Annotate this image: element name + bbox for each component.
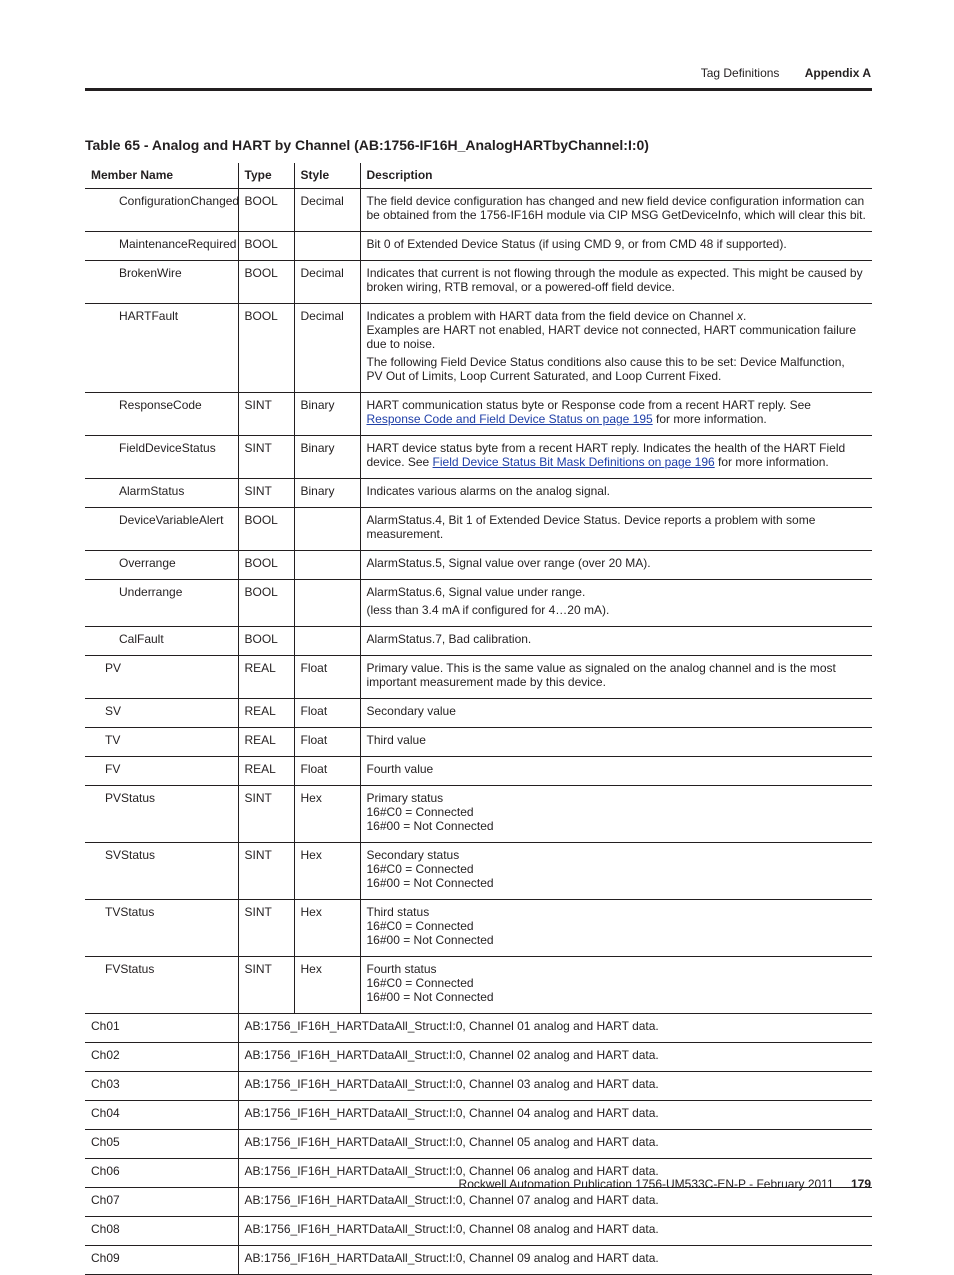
channel-description: AB:1756_IF16H_HARTDataAll_Struct:I:0, Channel 06 analog and HART data.	[238, 1159, 872, 1188]
member-name: ConfigurationChanged	[85, 189, 238, 232]
column-header-style: Style	[294, 163, 360, 189]
member-type: SINT	[238, 957, 294, 1014]
member-name: MaintenanceRequired	[85, 232, 238, 261]
member-type: BOOL	[238, 551, 294, 580]
description-text: (less than 3.4 mA if configured for 4…20 mA).	[366, 603, 610, 617]
member-type: BOOL	[238, 261, 294, 304]
member-description: Fourth value	[360, 757, 872, 786]
member-style: Binary	[294, 436, 360, 479]
channel-row	[85, 1014, 872, 1043]
member-description	[360, 436, 872, 479]
channel-row	[85, 1246, 872, 1275]
column-header-description: Description	[360, 163, 872, 189]
description-text: AlarmStatus.6, Signal value under range.	[366, 585, 586, 599]
column-header-type: Type	[238, 163, 294, 189]
member-type: REAL	[238, 656, 294, 699]
member-name: FieldDeviceStatus	[85, 436, 238, 479]
table-row	[85, 479, 872, 508]
description-text: The following Field Device Status conditions also cause this to be set: Device Malfunction, PV Out of Limits, Loop Current Saturated, and Loop Current Fixed.	[366, 355, 845, 383]
member-style: Hex	[294, 900, 360, 957]
response-code-link[interactable]: Response Code and Field Device Status on page 195	[366, 412, 653, 426]
member-name: SVStatus	[85, 843, 238, 900]
table-row	[85, 957, 872, 1014]
member-style	[294, 508, 360, 551]
channel-description: AB:1756_IF16H_HARTDataAll_Struct:I:0, Channel 05 analog and HART data.	[238, 1130, 872, 1159]
member-style: Binary	[294, 393, 360, 436]
channel-name: Ch07	[85, 1188, 238, 1217]
member-name: Overrange	[85, 551, 238, 580]
member-description: AlarmStatus.5, Signal value over range (over 20 MA).	[360, 551, 872, 580]
channel-name: Ch04	[85, 1101, 238, 1130]
channel-description: AB:1756_IF16H_HARTDataAll_Struct:I:0, Channel 08 analog and HART data.	[238, 1217, 872, 1246]
channel-name: Ch09	[85, 1246, 238, 1275]
member-description: Secondary value	[360, 699, 872, 728]
member-description: The field device configuration has changed and new field device configuration information can be obtained from the 1756-IF16H module via CIP MSG GetDeviceInfo, which will clear this bit.	[360, 189, 872, 232]
table-row	[85, 843, 872, 900]
channel-row	[85, 1072, 872, 1101]
member-type: REAL	[238, 757, 294, 786]
table-row	[85, 304, 872, 393]
member-name: DeviceVariableAlert	[85, 508, 238, 551]
channel-description: AB:1756_IF16H_HARTDataAll_Struct:I:0, Channel 02 analog and HART data.	[238, 1043, 872, 1072]
appendix-label: Appendix A	[804, 66, 871, 80]
publication-info: Rockwell Automation Publication 1756-UM533C-EN-P - February 2011	[458, 1177, 834, 1191]
description-text: for more information.	[714, 455, 829, 469]
table-title: Table 65 - Analog and HART by Channel (AB:1756-IF16H_AnalogHARTbyChannel:I:0)	[85, 137, 649, 153]
member-description: Fourth status 16#C0 = Connected 16#00 = Not Connected	[360, 957, 872, 1014]
bit-mask-definitions-link[interactable]: Field Device Status Bit Mask Definitions on page 196	[432, 455, 715, 469]
member-type: REAL	[238, 728, 294, 757]
member-type: BOOL	[238, 508, 294, 551]
page-footer	[459, 1177, 871, 1191]
member-type: BOOL	[238, 232, 294, 261]
channel-name: Ch05	[85, 1130, 238, 1159]
section-name: Tag Definitions	[700, 66, 780, 80]
member-name: TV	[85, 728, 238, 757]
member-type: SINT	[238, 900, 294, 957]
member-style: Decimal	[294, 189, 360, 232]
member-name: FV	[85, 757, 238, 786]
member-name: Underrange	[85, 580, 238, 627]
table-row	[85, 551, 872, 580]
member-description: Secondary status 16#C0 = Connected 16#00 = Not Connected	[360, 843, 872, 900]
member-name: HARTFault	[85, 304, 238, 393]
channel-row	[85, 1217, 872, 1246]
member-style: Float	[294, 699, 360, 728]
member-name: ResponseCode	[85, 393, 238, 436]
channel-row	[85, 1188, 872, 1217]
member-name: TVStatus	[85, 900, 238, 957]
member-type: BOOL	[238, 304, 294, 393]
member-name: AlarmStatus	[85, 479, 238, 508]
table-row	[85, 900, 872, 957]
channel-row	[85, 1130, 872, 1159]
member-description: AlarmStatus.7, Bad calibration.	[360, 627, 872, 656]
member-description: Indicates that current is not flowing through the module as expected. This might be caused by broken wiring, RTB removal, or a powered-off field device.	[360, 261, 872, 304]
member-name: PV	[85, 656, 238, 699]
channel-name: Ch08	[85, 1217, 238, 1246]
tag-table	[85, 163, 872, 1275]
member-type: BOOL	[238, 627, 294, 656]
header-rule	[85, 88, 872, 91]
channel-description: AB:1756_IF16H_HARTDataAll_Struct:I:0, Channel 07 analog and HART data.	[238, 1188, 872, 1217]
member-description	[360, 580, 872, 627]
member-name: CalFault	[85, 627, 238, 656]
description-text: . Examples are HART not enabled, HART device not connected, HART communication failure due to noise.	[366, 309, 857, 351]
member-style	[294, 551, 360, 580]
member-description	[360, 304, 872, 393]
table-row	[85, 656, 872, 699]
member-style: Hex	[294, 843, 360, 900]
channel-row	[85, 1101, 872, 1130]
member-name: BrokenWire	[85, 261, 238, 304]
table-row	[85, 728, 872, 757]
member-description: AlarmStatus.4, Bit 1 of Extended Device Status. Device reports a problem with some measurement.	[360, 508, 872, 551]
member-description: Indicates various alarms on the analog signal.	[360, 479, 872, 508]
member-style: Float	[294, 757, 360, 786]
member-type: REAL	[238, 699, 294, 728]
table-row	[85, 580, 872, 627]
member-name: FVStatus	[85, 957, 238, 1014]
member-style: Hex	[294, 957, 360, 1014]
description-text: Indicates a problem with HART data from the field device on Channel	[366, 309, 737, 323]
channel-name: Ch01	[85, 1014, 238, 1043]
member-style: Hex	[294, 786, 360, 843]
channel-description: AB:1756_IF16H_HARTDataAll_Struct:I:0, Channel 09 analog and HART data.	[238, 1246, 872, 1275]
member-style	[294, 232, 360, 261]
table-row	[85, 232, 872, 261]
member-style	[294, 580, 360, 627]
column-header-member-name: Member Name	[85, 163, 238, 189]
table-row	[85, 261, 872, 304]
member-style: Float	[294, 728, 360, 757]
member-description: Bit 0 of Extended Device Status (if using CMD 9, or from CMD 48 if supported).	[360, 232, 872, 261]
channel-variable: x	[736, 309, 743, 323]
member-type: SINT	[238, 843, 294, 900]
table-row	[85, 436, 872, 479]
channel-name: Ch02	[85, 1043, 238, 1072]
member-style	[294, 627, 360, 656]
member-style: Binary	[294, 479, 360, 508]
table-header-row	[85, 163, 872, 189]
member-style: Float	[294, 656, 360, 699]
member-type: BOOL	[238, 189, 294, 232]
table-row	[85, 627, 872, 656]
table-row	[85, 393, 872, 436]
member-name: SV	[85, 699, 238, 728]
member-type: SINT	[238, 436, 294, 479]
member-type: BOOL	[238, 580, 294, 627]
channel-description: AB:1756_IF16H_HARTDataAll_Struct:I:0, Channel 03 analog and HART data.	[238, 1072, 872, 1101]
member-style: Decimal	[294, 261, 360, 304]
description-text: HART device status byte from a recent HART reply. Indicates the health of the HART Field device. See	[366, 441, 846, 469]
channel-row	[85, 1043, 872, 1072]
member-type: SINT	[238, 393, 294, 436]
member-description: Primary status 16#C0 = Connected 16#00 = Not Connected	[360, 786, 872, 843]
member-name: PVStatus	[85, 786, 238, 843]
channel-name: Ch06	[85, 1159, 238, 1188]
description-text: HART communication status byte or Response code from a recent HART reply. See	[366, 398, 811, 412]
member-description	[360, 393, 872, 436]
page-header	[701, 66, 871, 80]
channel-description: AB:1756_IF16H_HARTDataAll_Struct:I:0, Channel 01 analog and HART data.	[238, 1014, 872, 1043]
table-row	[85, 508, 872, 551]
member-description: Primary value. This is the same value as signaled on the analog channel and is the most important measurement made by this device.	[360, 656, 872, 699]
member-type: SINT	[238, 786, 294, 843]
table-row	[85, 699, 872, 728]
page-number: 179	[850, 1177, 871, 1191]
table-row	[85, 786, 872, 843]
member-description: Third value	[360, 728, 872, 757]
description-text: for more information.	[652, 412, 767, 426]
table-row	[85, 189, 872, 232]
member-type: SINT	[238, 479, 294, 508]
member-description: Third status 16#C0 = Connected 16#00 = Not Connected	[360, 900, 872, 957]
channel-description: AB:1756_IF16H_HARTDataAll_Struct:I:0, Channel 04 analog and HART data.	[238, 1101, 872, 1130]
table-row	[85, 757, 872, 786]
member-style: Decimal	[294, 304, 360, 393]
channel-name: Ch03	[85, 1072, 238, 1101]
